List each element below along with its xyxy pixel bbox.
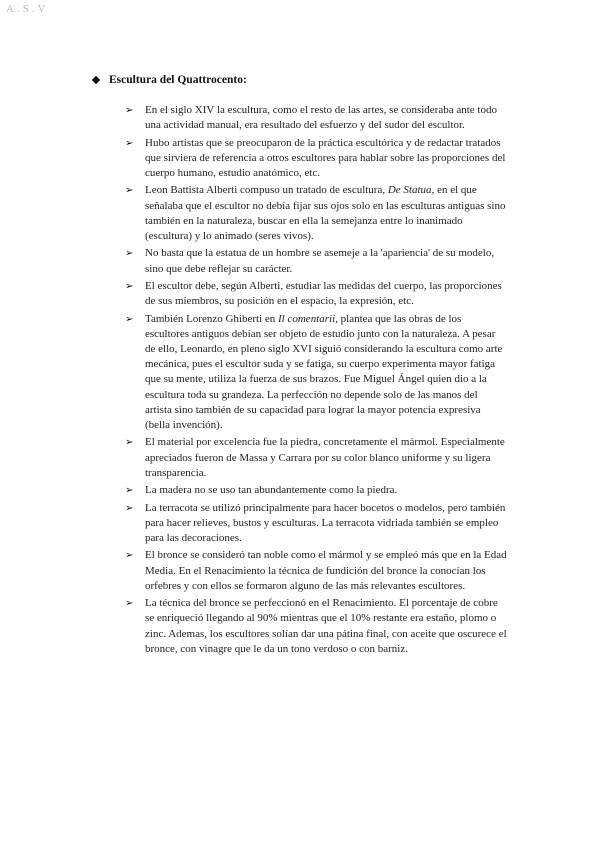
- italic-title-text: Il comentarii: [278, 312, 336, 325]
- list-item-text: , plantea que las obras de los escultores antiguos debían ser objeto de estudio junto con la naturaleza. A pesar de ello, Leonardo, en pleno siglo XVI siguió considerando la escultura como arte mecánica, pues el escultor suda y se fatiga, su cuerpo experimenta mayor fatiga que su mente, utiliza la fuerza de sus brazos. Fue Miguel Ángel quien dio a la escultura toda su grandeza. La perfección no depende solo de las manos del artista sino también de su capacidad para lograr la mayor potencia expresiva (bella invención).: [145, 312, 503, 431]
- list-item: [125, 501, 507, 547]
- bullet-list: [125, 103, 507, 657]
- arrow-bullet-icon: ➢: [125, 313, 134, 325]
- watermark-initials: A.S.V: [6, 3, 49, 15]
- arrow-bullet-icon: ➢: [125, 550, 134, 562]
- arrow-bullet-icon: ➢: [125, 437, 134, 449]
- list-item-text: , en el que señalaba que el escultor no debía fijar sus ojos solo en las esculturas antiguas sino también en la naturaleza, buscar en ella la semejanza entre lo inanimado (escultura) y lo animado (seres vivos).: [145, 184, 506, 242]
- document-section: [92, 73, 532, 659]
- list-item: [125, 103, 507, 133]
- list-item-text: La técnica del bronce se perfeccionó en el Renacimiento. El porcentaje de cobre se enriqueció llegando al 90% mientras que el 10% restante era estaño, plomo o zinc. Ademas, los escultores solían dar una pátina final, con aceite que oscurece el bronce, con vinagre que le da un tono verdoso o con barniz.: [145, 597, 507, 655]
- list-item: [125, 279, 507, 309]
- list-item: [125, 435, 507, 481]
- arrow-bullet-icon: ➢: [125, 105, 134, 116]
- list-item: [125, 483, 507, 498]
- list-item: [125, 548, 507, 594]
- arrow-bullet-icon: ➢: [125, 185, 134, 197]
- section-heading-text: Escultura del Quattrocento:: [109, 74, 247, 86]
- list-item-text: También Lorenzo Ghiberti en: [145, 312, 279, 325]
- arrow-bullet-icon: ➢: [125, 248, 134, 260]
- list-item: [125, 312, 507, 434]
- list-item: [125, 136, 507, 182]
- arrow-bullet-icon: ➢: [125, 502, 134, 514]
- arrow-bullet-icon: ➢: [125, 137, 134, 149]
- list-item-text: Leon Battista Alberti compuso un tratado de escultura,: [145, 184, 388, 197]
- arrow-bullet-icon: ➢: [125, 485, 134, 497]
- list-item-text: Hubo artistas que se preocuparon de la práctica escultórica y de redactar tratados que sirviera de referencia a otros escultores para hablar sobre las proporciones del cuerpo humano, estudio anatómico, etc.: [145, 136, 506, 179]
- list-item-text: El material por excelencia fue la piedra, concretamente el mármol. Especialmente apreciados fueron de Massa y Carrara por su color blanco uniforme y su ligera transparencia.: [145, 436, 505, 479]
- section-heading: [92, 73, 532, 87]
- diamond-icon: [92, 76, 100, 84]
- list-item-text: El bronce se consideró tan noble como el mármol y se empleó más que en la Edad Media. En el Renacimiento la técnica de fundición del bronce la conocían los orfebres y con ellos se formaron alguno de las más relevantes escultores.: [145, 549, 507, 592]
- list-item: [125, 596, 507, 657]
- list-item-text: El escultor debe, según Alberti, estudiar las medidas del cuerpo, las proporciones de sus miembros, su posición en el espacio, la expresión, etc.: [145, 279, 502, 308]
- italic-title-text: De Statua: [387, 184, 432, 197]
- list-item: [125, 183, 507, 244]
- list-item-text: No basta que la estatua de un hombre se asemeje a la 'apariencia' de su modelo, sino que debe reflejar su carácter.: [145, 247, 495, 275]
- list-item-text: La madera no se uso tan abundantemente como la piedra.: [145, 484, 398, 497]
- arrow-bullet-icon: ➢: [125, 280, 134, 292]
- list-item: [125, 246, 507, 276]
- list-item-text: La terracota se utilizó principalmente para hacer bocetos o modelos, pero también para hacer relieves, bustos y esculturas. La terracota vidriada también se empleo para las decoraciones.: [145, 501, 506, 544]
- list-item-text: En el siglo XIV la escultura, como el resto de las artes, se consideraba ante todo una actividad manual, era resultado del esfuerzo y del sudor del escultor.: [145, 104, 497, 132]
- arrow-bullet-icon: ➢: [125, 598, 134, 610]
